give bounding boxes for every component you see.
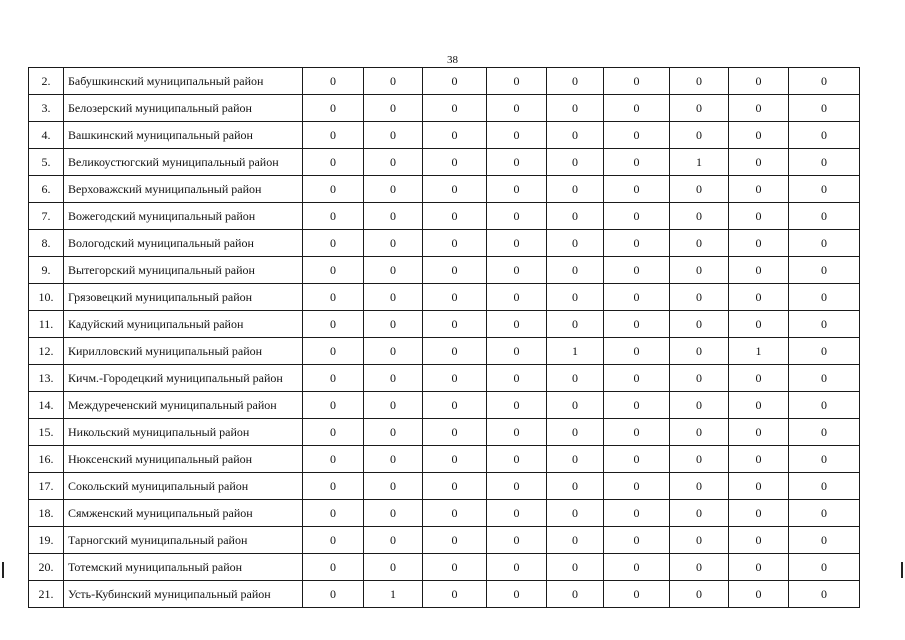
value-cell: 0: [423, 95, 487, 122]
row-number-cell: 14.: [29, 392, 64, 419]
value-cell: 0: [547, 95, 604, 122]
value-cell: 0: [487, 284, 547, 311]
value-cell: 0: [423, 176, 487, 203]
row-number-cell: 9.: [29, 257, 64, 284]
value-cell: 0: [789, 500, 860, 527]
value-cell: 0: [364, 419, 423, 446]
row-number-cell: 8.: [29, 230, 64, 257]
row-number-cell: 2.: [29, 68, 64, 95]
table-row: [29, 473, 860, 500]
value-cell: 0: [670, 176, 729, 203]
value-cell: 0: [729, 419, 789, 446]
value-cell: 0: [364, 527, 423, 554]
value-cell: 0: [604, 203, 670, 230]
value-cell: 0: [364, 554, 423, 581]
value-cell: 0: [670, 122, 729, 149]
value-cell: 0: [729, 176, 789, 203]
value-cell: 0: [423, 473, 487, 500]
value-cell: 0: [423, 365, 487, 392]
row-number-cell: 3.: [29, 95, 64, 122]
value-cell: 0: [487, 149, 547, 176]
row-number-cell: 11.: [29, 311, 64, 338]
table-row: [29, 230, 860, 257]
value-cell: 0: [547, 581, 604, 608]
value-cell: 0: [423, 419, 487, 446]
table-row: [29, 203, 860, 230]
value-cell: 0: [729, 392, 789, 419]
value-cell: 0: [729, 500, 789, 527]
value-cell: 0: [604, 68, 670, 95]
value-cell: 1: [547, 338, 604, 365]
value-cell: 0: [303, 176, 364, 203]
value-cell: 0: [604, 527, 670, 554]
value-cell: 0: [547, 122, 604, 149]
value-cell: 0: [547, 257, 604, 284]
value-cell: 0: [547, 500, 604, 527]
value-cell: 0: [547, 284, 604, 311]
value-cell: 0: [670, 419, 729, 446]
districts-table-body: [29, 68, 860, 608]
value-cell: 0: [547, 149, 604, 176]
value-cell: 0: [364, 473, 423, 500]
value-cell: 0: [729, 446, 789, 473]
value-cell: 0: [303, 257, 364, 284]
value-cell: 0: [487, 203, 547, 230]
value-cell: 0: [547, 203, 604, 230]
value-cell: 0: [487, 392, 547, 419]
row-number-cell: 12.: [29, 338, 64, 365]
value-cell: 0: [423, 230, 487, 257]
value-cell: 0: [789, 581, 860, 608]
value-cell: 0: [487, 419, 547, 446]
districts-table: [28, 67, 860, 608]
value-cell: 0: [303, 554, 364, 581]
value-cell: 0: [604, 257, 670, 284]
value-cell: 0: [547, 392, 604, 419]
row-number-cell: 16.: [29, 446, 64, 473]
value-cell: 0: [364, 149, 423, 176]
value-cell: 0: [729, 581, 789, 608]
row-number-cell: 18.: [29, 500, 64, 527]
row-number-cell: 6.: [29, 176, 64, 203]
value-cell: 0: [670, 581, 729, 608]
value-cell: 0: [789, 122, 860, 149]
district-name-cell: Кичм.-Городецкий муниципальный район: [64, 365, 303, 392]
table-row: [29, 311, 860, 338]
value-cell: 0: [547, 446, 604, 473]
value-cell: 0: [729, 473, 789, 500]
value-cell: 0: [604, 230, 670, 257]
value-cell: 0: [670, 446, 729, 473]
value-cell: 0: [604, 554, 670, 581]
value-cell: 0: [604, 149, 670, 176]
value-cell: 0: [423, 284, 487, 311]
table-row: [29, 176, 860, 203]
value-cell: 0: [423, 257, 487, 284]
district-name-cell: Междуреченский муниципальный район: [64, 392, 303, 419]
district-name-cell: Вологодский муниципальный район: [64, 230, 303, 257]
value-cell: 0: [364, 500, 423, 527]
value-cell: 0: [423, 68, 487, 95]
district-name-cell: Тарногский муниципальный район: [64, 527, 303, 554]
value-cell: 0: [789, 446, 860, 473]
value-cell: 0: [729, 95, 789, 122]
value-cell: 0: [670, 230, 729, 257]
value-cell: 0: [364, 338, 423, 365]
value-cell: 0: [547, 176, 604, 203]
row-number-cell: 19.: [29, 527, 64, 554]
value-cell: 0: [364, 176, 423, 203]
value-cell: 0: [789, 554, 860, 581]
value-cell: 0: [303, 122, 364, 149]
value-cell: 0: [487, 95, 547, 122]
value-cell: 0: [604, 500, 670, 527]
value-cell: 0: [487, 338, 547, 365]
value-cell: 0: [364, 230, 423, 257]
value-cell: 0: [670, 527, 729, 554]
value-cell: 0: [487, 365, 547, 392]
row-number-cell: 4.: [29, 122, 64, 149]
value-cell: 0: [604, 284, 670, 311]
value-cell: 1: [729, 338, 789, 365]
value-cell: 0: [729, 527, 789, 554]
value-cell: 0: [604, 446, 670, 473]
value-cell: 0: [487, 446, 547, 473]
value-cell: 0: [729, 284, 789, 311]
value-cell: 0: [487, 554, 547, 581]
row-number-cell: 7.: [29, 203, 64, 230]
value-cell: 0: [423, 122, 487, 149]
table-row: [29, 527, 860, 554]
value-cell: 0: [547, 68, 604, 95]
value-cell: 0: [547, 554, 604, 581]
value-cell: 0: [487, 257, 547, 284]
right-edge-mark: [901, 562, 903, 578]
value-cell: 0: [789, 68, 860, 95]
value-cell: 0: [604, 176, 670, 203]
table-row: [29, 500, 860, 527]
row-number-cell: 17.: [29, 473, 64, 500]
value-cell: 0: [423, 500, 487, 527]
value-cell: 0: [670, 473, 729, 500]
page-number: 38: [447, 54, 458, 66]
value-cell: 0: [364, 68, 423, 95]
district-name-cell: Великоустюгский муниципальный район: [64, 149, 303, 176]
value-cell: 0: [364, 392, 423, 419]
value-cell: 0: [423, 581, 487, 608]
value-cell: 0: [487, 581, 547, 608]
value-cell: 0: [789, 311, 860, 338]
table-row: [29, 338, 860, 365]
value-cell: 0: [303, 392, 364, 419]
value-cell: 0: [547, 365, 604, 392]
table-row: [29, 149, 860, 176]
district-name-cell: Грязовецкий муниципальный район: [64, 284, 303, 311]
value-cell: 0: [303, 203, 364, 230]
value-cell: 0: [789, 230, 860, 257]
value-cell: 0: [487, 68, 547, 95]
district-name-cell: Вытегорский муниципальный район: [64, 257, 303, 284]
table-row: [29, 68, 860, 95]
table-row: [29, 365, 860, 392]
value-cell: 0: [670, 392, 729, 419]
district-name-cell: Белозерский муниципальный район: [64, 95, 303, 122]
value-cell: 0: [670, 95, 729, 122]
value-cell: 0: [789, 257, 860, 284]
value-cell: 0: [303, 365, 364, 392]
value-cell: 0: [789, 419, 860, 446]
value-cell: 0: [670, 365, 729, 392]
value-cell: 0: [364, 257, 423, 284]
value-cell: 0: [303, 230, 364, 257]
district-name-cell: Кирилловский муниципальный район: [64, 338, 303, 365]
table-row: [29, 554, 860, 581]
value-cell: 0: [789, 392, 860, 419]
value-cell: 0: [670, 500, 729, 527]
district-name-cell: Сямженский муниципальный район: [64, 500, 303, 527]
value-cell: 0: [303, 68, 364, 95]
value-cell: 0: [604, 581, 670, 608]
value-cell: 0: [303, 419, 364, 446]
district-name-cell: Бабушкинский муниципальный район: [64, 68, 303, 95]
value-cell: 0: [604, 473, 670, 500]
value-cell: 0: [789, 527, 860, 554]
district-name-cell: Нюксенский муниципальный район: [64, 446, 303, 473]
table-row: [29, 257, 860, 284]
district-name-cell: Вожегодский муниципальный район: [64, 203, 303, 230]
value-cell: 0: [729, 257, 789, 284]
district-name-cell: Никольский муниципальный район: [64, 419, 303, 446]
value-cell: 0: [729, 230, 789, 257]
value-cell: 0: [670, 311, 729, 338]
value-cell: 0: [487, 473, 547, 500]
value-cell: 0: [487, 122, 547, 149]
value-cell: 0: [670, 257, 729, 284]
district-name-cell: Вашкинский муниципальный район: [64, 122, 303, 149]
value-cell: 0: [364, 203, 423, 230]
district-name-cell: Сокольский муниципальный район: [64, 473, 303, 500]
value-cell: 0: [364, 95, 423, 122]
value-cell: 0: [789, 203, 860, 230]
value-cell: 0: [487, 230, 547, 257]
value-cell: 0: [670, 68, 729, 95]
value-cell: 0: [604, 392, 670, 419]
value-cell: 0: [729, 554, 789, 581]
row-number-cell: 5.: [29, 149, 64, 176]
value-cell: 0: [670, 554, 729, 581]
value-cell: 0: [423, 392, 487, 419]
table-row: [29, 419, 860, 446]
value-cell: 0: [604, 95, 670, 122]
value-cell: 0: [789, 338, 860, 365]
row-number-cell: 13.: [29, 365, 64, 392]
value-cell: 0: [303, 284, 364, 311]
row-number-cell: 15.: [29, 419, 64, 446]
value-cell: 0: [604, 311, 670, 338]
value-cell: 0: [729, 68, 789, 95]
value-cell: 0: [303, 311, 364, 338]
value-cell: 0: [670, 203, 729, 230]
value-cell: 0: [303, 446, 364, 473]
value-cell: 1: [364, 581, 423, 608]
value-cell: 0: [789, 284, 860, 311]
value-cell: 0: [303, 527, 364, 554]
value-cell: 0: [423, 338, 487, 365]
district-name-cell: Кадуйский муниципальный район: [64, 311, 303, 338]
table-row: [29, 284, 860, 311]
table-row: [29, 95, 860, 122]
table-row: [29, 581, 860, 608]
value-cell: 0: [729, 122, 789, 149]
value-cell: 0: [303, 95, 364, 122]
value-cell: 0: [303, 581, 364, 608]
value-cell: 0: [364, 122, 423, 149]
table-row: [29, 122, 860, 149]
value-cell: 0: [604, 365, 670, 392]
left-edge-mark: [2, 562, 4, 578]
value-cell: 0: [789, 473, 860, 500]
value-cell: 0: [547, 473, 604, 500]
value-cell: 0: [364, 365, 423, 392]
value-cell: 0: [789, 149, 860, 176]
value-cell: 0: [604, 338, 670, 365]
district-name-cell: Тотемский муниципальный район: [64, 554, 303, 581]
value-cell: 0: [364, 446, 423, 473]
value-cell: 0: [729, 311, 789, 338]
value-cell: 0: [303, 149, 364, 176]
value-cell: 0: [547, 230, 604, 257]
value-cell: 0: [729, 203, 789, 230]
value-cell: 0: [487, 500, 547, 527]
value-cell: 0: [789, 176, 860, 203]
value-cell: 0: [423, 203, 487, 230]
value-cell: 0: [364, 284, 423, 311]
value-cell: 0: [303, 338, 364, 365]
table-row: [29, 392, 860, 419]
value-cell: 0: [364, 311, 423, 338]
value-cell: 0: [423, 446, 487, 473]
value-cell: 0: [303, 473, 364, 500]
value-cell: 0: [604, 419, 670, 446]
row-number-cell: 10.: [29, 284, 64, 311]
value-cell: 0: [487, 176, 547, 203]
value-cell: 0: [423, 311, 487, 338]
value-cell: 0: [547, 527, 604, 554]
value-cell: 0: [729, 365, 789, 392]
value-cell: 0: [487, 311, 547, 338]
value-cell: 0: [604, 122, 670, 149]
row-number-cell: 21.: [29, 581, 64, 608]
value-cell: 1: [670, 149, 729, 176]
row-number-cell: 20.: [29, 554, 64, 581]
value-cell: 0: [423, 527, 487, 554]
value-cell: 0: [303, 500, 364, 527]
value-cell: 0: [789, 365, 860, 392]
district-name-cell: Верховажский муниципальный район: [64, 176, 303, 203]
value-cell: 0: [547, 311, 604, 338]
value-cell: 0: [423, 149, 487, 176]
value-cell: 0: [789, 95, 860, 122]
value-cell: 0: [423, 554, 487, 581]
value-cell: 0: [487, 527, 547, 554]
district-name-cell: Усть-Кубинский муниципальный район: [64, 581, 303, 608]
value-cell: 0: [547, 419, 604, 446]
value-cell: 0: [670, 338, 729, 365]
value-cell: 0: [670, 284, 729, 311]
table-row: [29, 446, 860, 473]
value-cell: 0: [729, 149, 789, 176]
